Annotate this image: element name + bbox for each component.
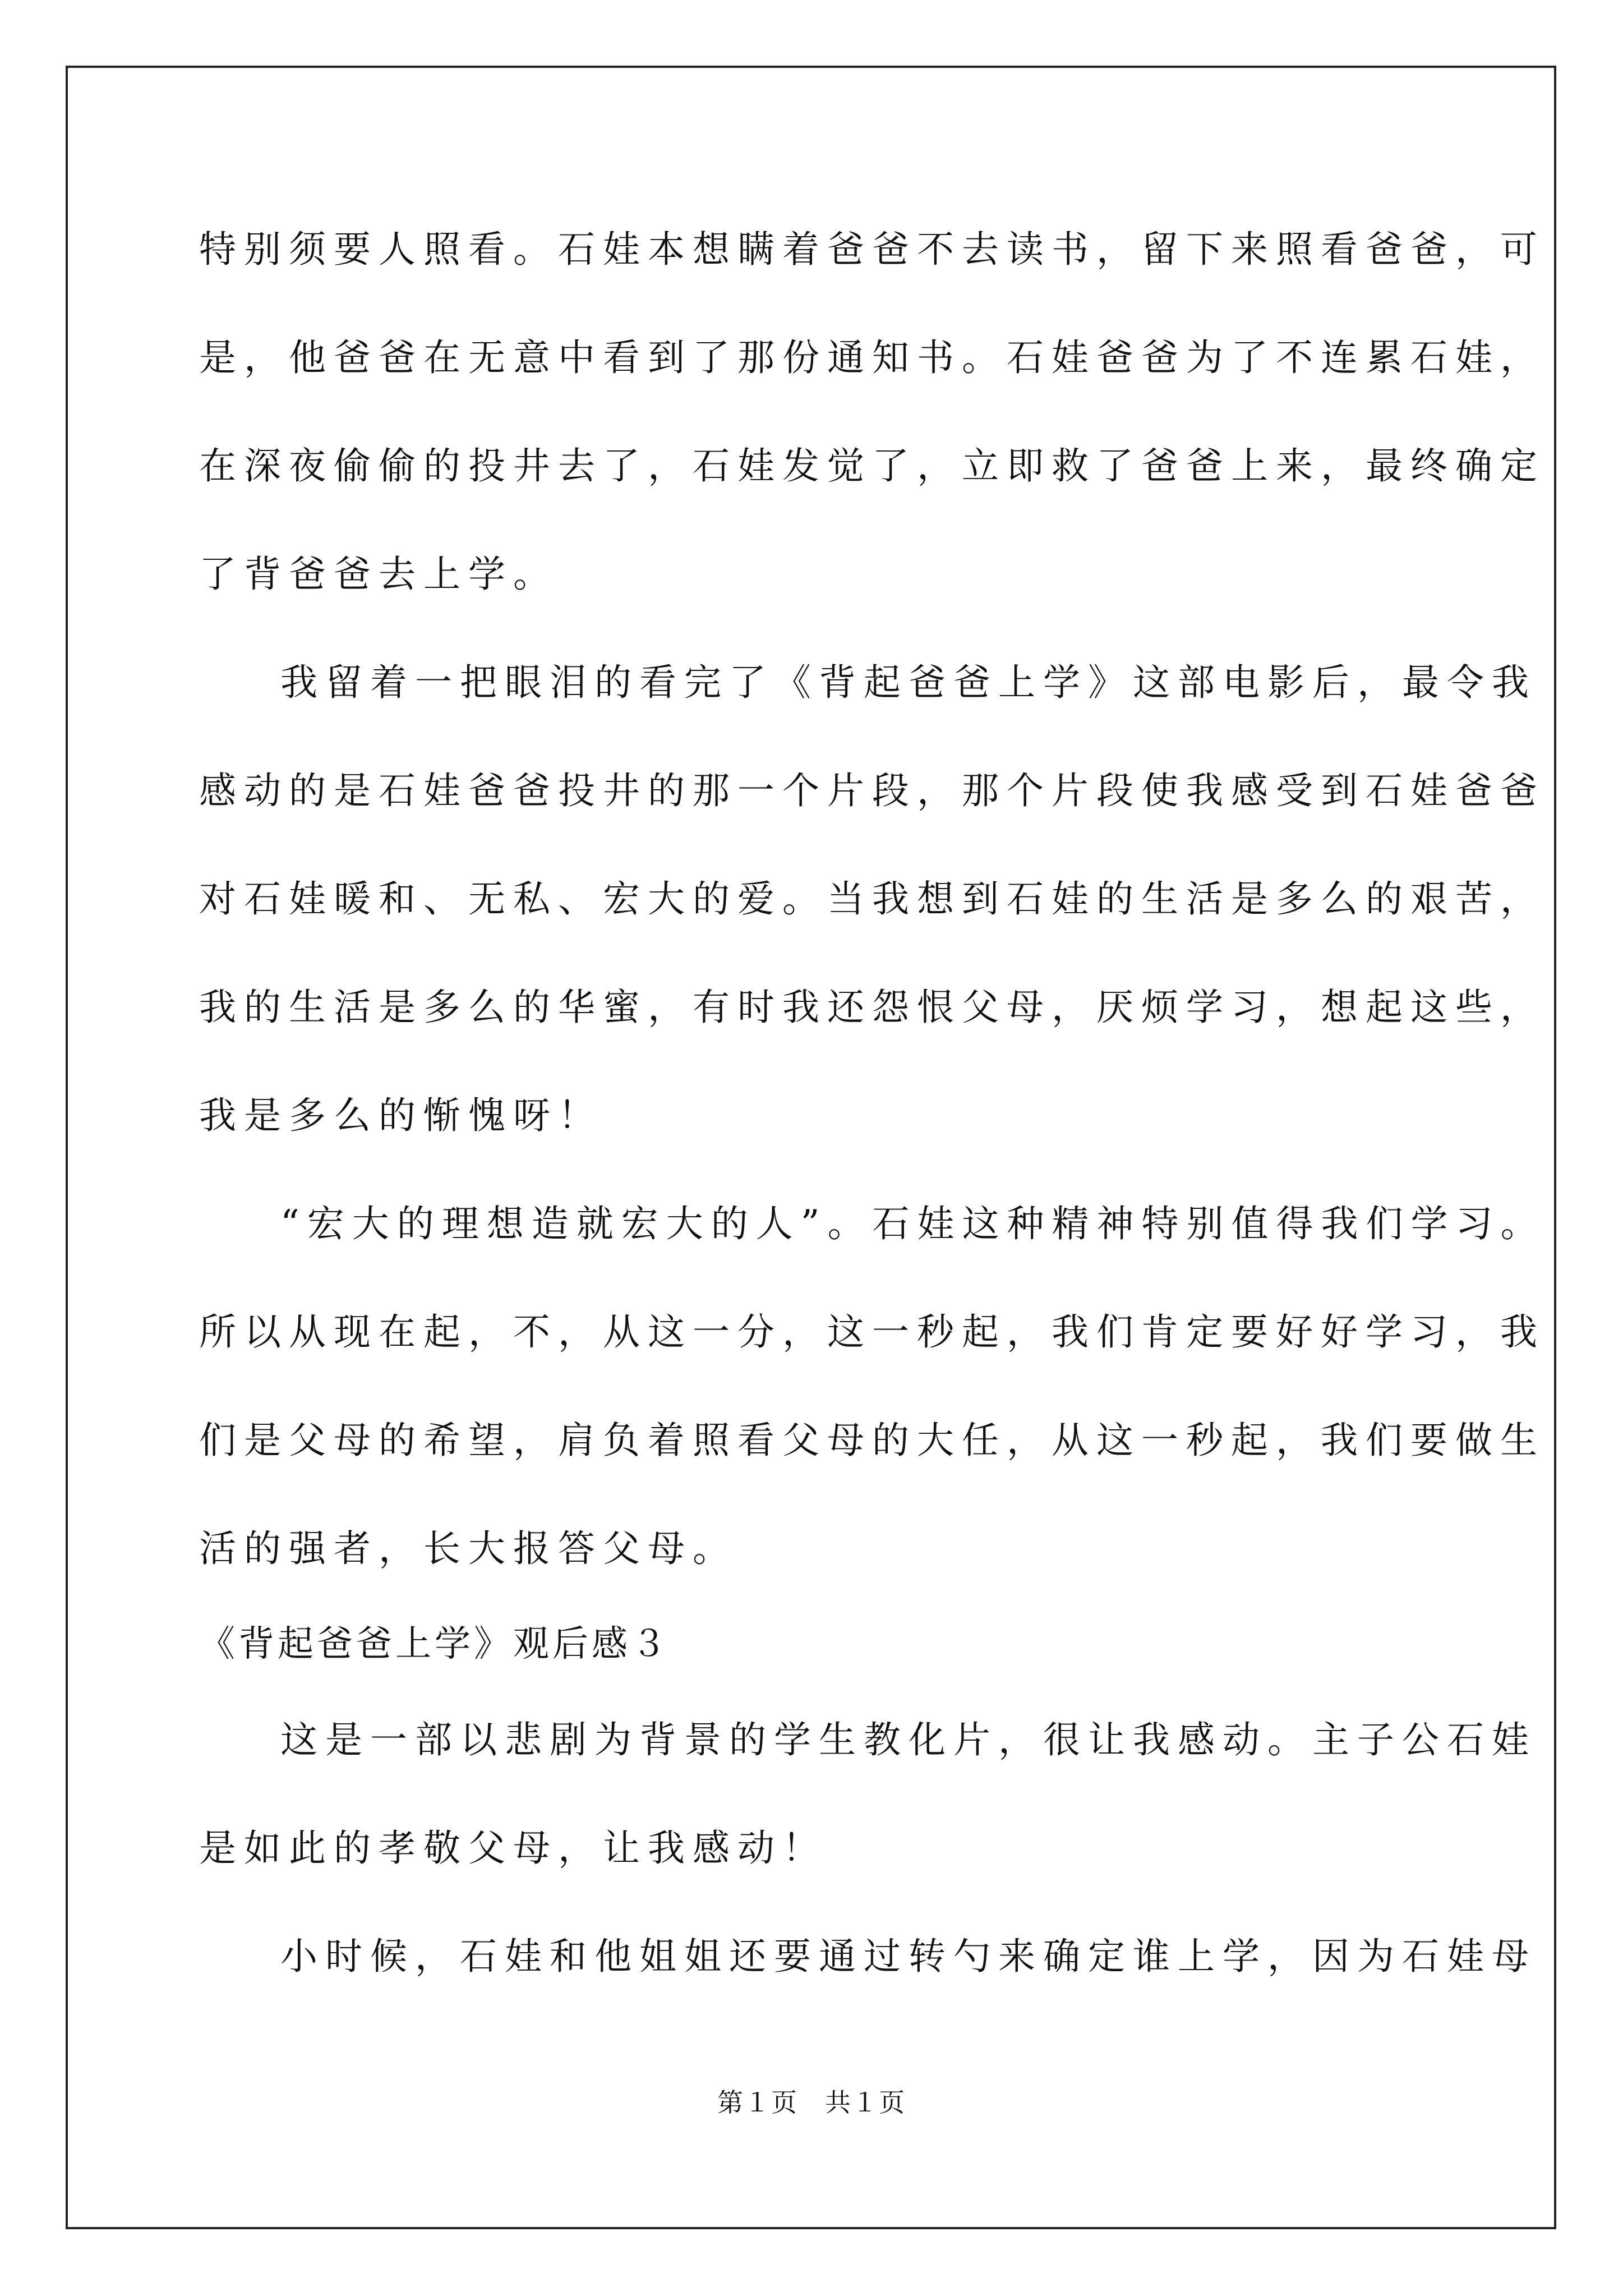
paragraph-4-line-1: 这是一部以悲剧为背景的学生教化片，很让我感动。主子公石娃 (280, 1718, 1537, 1761)
page-frame (66, 66, 1556, 2229)
paragraph-3-line-2: 所以从现在起，不，从这一分，这一秒起，我们肯定要好好学习，我 (199, 1310, 1545, 1354)
paragraph-1-line-4: 了背爸爸去上学。 (199, 553, 558, 596)
paragraph-5-line-1: 小时候，石娃和他姐姐还要通过转勺来确定谁上学，因为石娃母 (280, 1935, 1537, 1978)
paragraph-2-line-1: 我留着一把眼泪的看完了《背起爸爸上学》这部电影后，最令我 (280, 661, 1537, 704)
paragraph-3-line-4: 活的强者，长大报答父母。 (199, 1527, 737, 1570)
page-footer: 第１页 共１页 (717, 2087, 906, 2118)
paragraph-1-line-2: 是，他爸爸在无意中看到了那份通知书。石娃爸爸为了不连累石娃， (199, 336, 1545, 379)
paragraph-3-line-1: “宏大的理想造就宏大的人”。石娃这种精神特别值得我们学习。 (280, 1202, 1546, 1245)
paragraph-3-line-3: 们是父母的希望，肩负着照看父母的大任，从这一秒起，我们要做生 (199, 1419, 1545, 1462)
paragraph-2-line-4: 我的生活是多么的华蜜，有时我还怨恨父母，厌烦学习，想起这些， (199, 986, 1545, 1029)
section-heading: 《背起爸爸上学》观后感３ (199, 1623, 670, 1665)
paragraph-2-line-5: 我是多么的惭愧呀！ (199, 1094, 603, 1137)
paragraph-1-line-3: 在深夜偷偷的投井去了，石娃发觉了，立即救了爸爸上来，最终确定 (199, 444, 1545, 487)
paragraph-2-line-2: 感动的是石娃爸爸投井的那一个片段，那个片段使我感受到石娃爸爸 (199, 769, 1545, 812)
paragraph-4-line-2: 是如此的孝敬父母，让我感动！ (199, 1826, 827, 1870)
paragraph-2-line-3: 对石娃暖和、无私、宏大的爱。当我想到石娃的生活是多么的艰苦， (199, 877, 1545, 921)
paragraph-1-line-1: 特别须要人照看。石娃本想瞒着爸爸不去读书，留下来照看爸爸，可 (199, 228, 1545, 271)
